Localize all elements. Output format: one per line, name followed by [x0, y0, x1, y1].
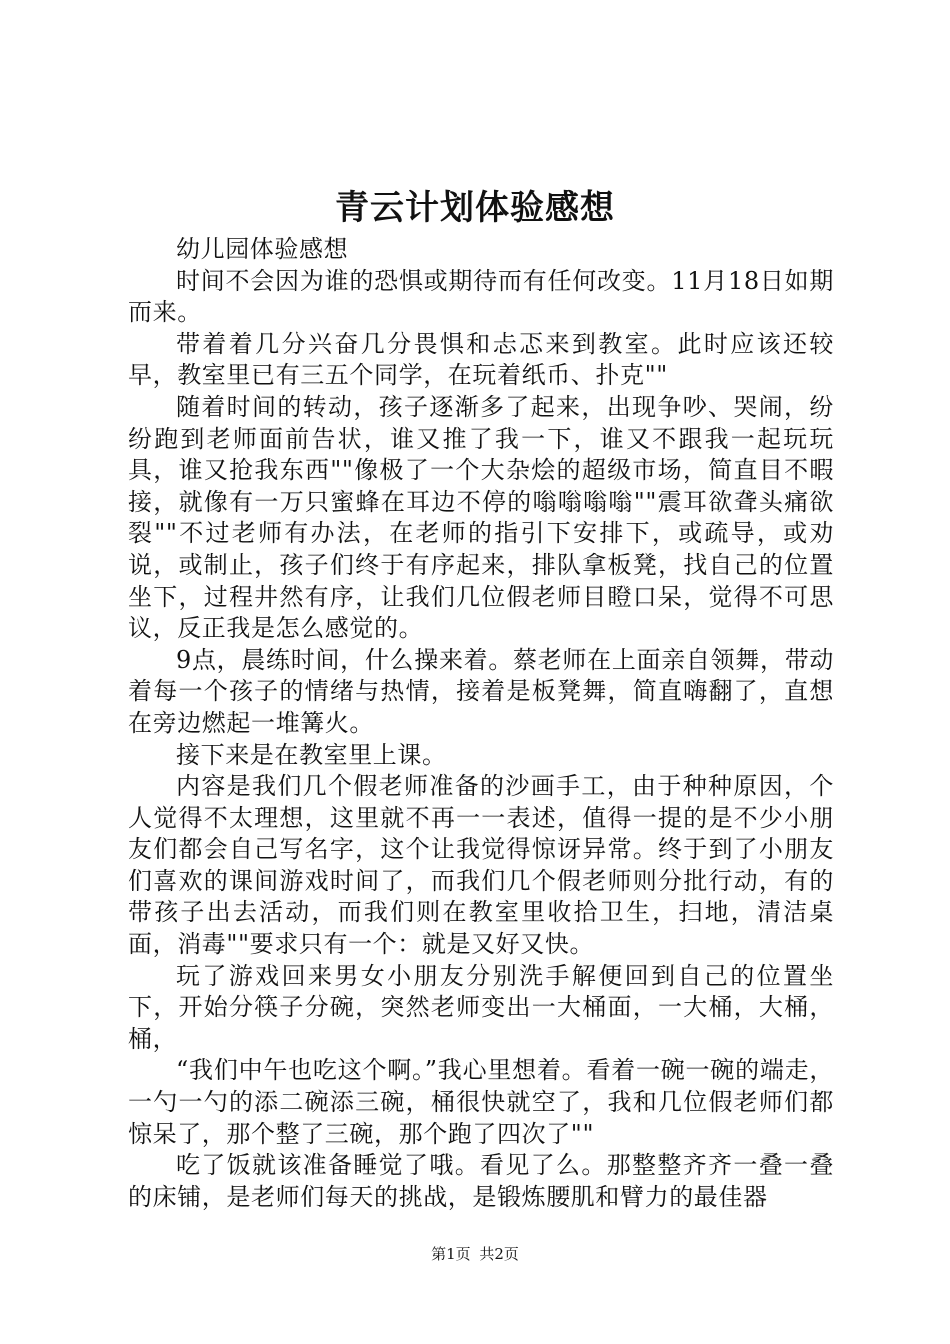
document-body	[128, 234, 834, 1213]
paragraph: 吃了饭就该准备睡觉了哦。看见了么。那整整齐齐一叠一叠的床铺，是老师们每天的挑战，是锻炼腰肌和臂力的最佳器	[128, 1151, 834, 1211]
paragraph: “我们中午也吃这个啊。”我心里想着。看着一碗一碗的端走，一勺一勺的添二碗添三碗，桶很快就空了，我和几位假老师们都惊呆了，那个整了三碗，那个跑了四次了""	[128, 1056, 834, 1148]
paragraph: 玩了游戏回来男女小朋友分别洗手解便回到自己的位置坐下，开始分筷子分碗，突然老师变出一大桶面，一大桶，大桶，桶，	[128, 961, 834, 1053]
page-total: 共2页	[479, 1245, 519, 1263]
paragraph: 时间不会因为谁的恐惧或期待而有任何改变。11月18日如期而来。	[128, 266, 834, 327]
page-footer	[0, 1244, 950, 1264]
page-number: 第1页	[431, 1245, 471, 1263]
paragraph: 带着着几分兴奋几分畏惧和忐忑来到教室。此时应该还较早，教室里已有三五个同学，在玩着纸币、扑克""	[128, 329, 834, 390]
paragraph: 随着时间的转动，孩子逐渐多了起来，出现争吵、哭闹，纷纷跑到老师面前告状，谁又推了我一下，谁又不跟我一起玩玩具，谁又抢我东西""像极了一个大杂烩的超级市场，简直目不暇接，就像有一万只蜜蜂在耳边不停的嗡嗡嗡嗡""震耳欲聋头痛欲裂""不过老师有办法，在老师的指引下安排下，或疏导，或劝说，或制止，孩子们终于有序起来，排队拿板凳，找自己的位置坐下，过程井然有序，让我们几位假老师目瞪口呆，觉得不可思议，反正我是怎么感觉的。	[128, 392, 834, 643]
document-title: 青云计划体验感想	[335, 188, 615, 228]
paragraph: 接下来是在教室里上课。	[176, 740, 447, 769]
paragraph: 幼儿园体验感想	[176, 235, 349, 263]
paragraph: 内容是我们几个假老师准备的沙画手工，由于种种原因，个人觉得不太理想，这里就不再一一表述，值得一提的是不少小朋友们都会自己写名字，这个让我觉得惊讶异常。终于到了小朋友们喜欢的课间游戏时间了，而我们几个假老师则分批行动，有的带孩子出去活动，而我们则在教室里收拾卫生，扫地，清洁桌面，消毒""要求只有一个：就是又好又快。	[128, 772, 834, 959]
paragraph: 9点，晨练时间，什么操来着。蔡老师在上面亲自领舞，带动着每一个孩子的情绪与热情，接着是板凳舞，简直嗨翻了，直想在旁边燃起一堆篝火。	[128, 645, 834, 737]
